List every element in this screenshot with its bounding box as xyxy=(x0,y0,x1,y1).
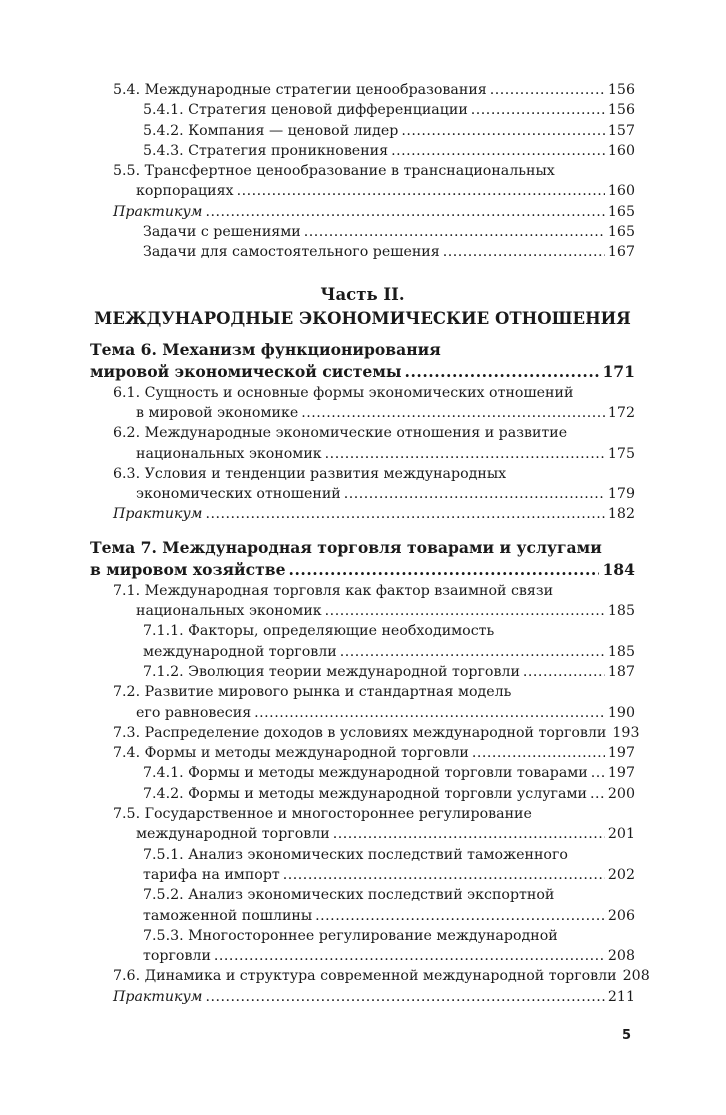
topic-title-first-line: Тема 7. Международная торговля товарами и услугами xyxy=(90,537,602,557)
toc-entry-7-5-3: 7.5.3. Многостороннее регулирование международной торговли ..... 208 xyxy=(90,926,635,967)
toc-entry-page: 156 xyxy=(607,102,635,119)
toc-entry-page: 165 xyxy=(607,224,635,241)
toc-entry-page: 167 xyxy=(607,244,635,261)
toc-entry-tasks-self xyxy=(90,242,635,262)
toc-entry-7-4: 7.4. Формы и методы международной торговли ..... 197 xyxy=(90,743,635,763)
part-heading xyxy=(90,283,635,331)
toc-entry-tasks-solved xyxy=(90,222,635,242)
toc-entry-label-first-line: 5.5. Трансфертное ценообразование в транснациональных xyxy=(113,163,555,180)
toc-entry-7-5-1: 7.5.1. Анализ экономических последствий таможенного тарифа на импорт ..... 202 xyxy=(90,845,635,886)
toc-entry-page: 165 xyxy=(607,203,635,220)
part-number: Часть II. xyxy=(320,284,405,304)
toc-entry-label: 5.4.1. Стратегия ценовой дифференциации xyxy=(143,102,468,119)
toc-entry-label: корпорациях xyxy=(136,183,234,200)
toc-entry-label: 5.4. Международные стратегии ценообразования xyxy=(113,82,487,98)
toc-entry-label: Задачи для самостоятельного решения xyxy=(143,244,440,261)
toc-entry-7-5: 7.5. Государственное и многостороннее регулирование международной торговли ..... 201 xyxy=(90,804,635,845)
toc-entry-7-1-1: 7.1.1. Факторы, определяющие необходимость международной торговли ..... 185 xyxy=(90,621,635,662)
topic-title-first-line: Тема 6. Механизм функционирования xyxy=(90,339,441,359)
toc-entry-5-4-1 xyxy=(90,100,635,120)
toc-entry-6-1: 6.1. Сущность и основные формы экономических отношений в мировой экономике ..... 172 xyxy=(90,383,635,424)
toc-entry-page: 156 xyxy=(607,82,635,98)
toc-entry-7-6: 7.6. Динамика и структура современной международной торговли 208 xyxy=(113,968,650,985)
toc-entry-practicum: Практикум ..... 211 xyxy=(90,987,635,1007)
part-title: МЕЖДУНАРОДНЫЕ ЭКОНОМИЧЕСКИЕ ОТНОШЕНИЯ xyxy=(94,308,631,328)
page-number: 5 xyxy=(622,1028,632,1043)
topic-title-second-line: в мировом хозяйстве xyxy=(90,559,286,579)
toc-entry-page: 157 xyxy=(607,122,635,139)
topic-page: 171 xyxy=(602,361,635,381)
toc-entry-page: 160 xyxy=(607,183,635,200)
toc-topic-6 xyxy=(90,339,635,383)
toc-entry-practicum: Практикум ..... 182 xyxy=(90,504,635,524)
table-of-contents xyxy=(90,80,650,1007)
toc-entry-page: 160 xyxy=(607,142,635,159)
toc-entry-7-5-2: 7.5.2. Анализ экономических последствий экспортной таможенной пошлины ..... 206 xyxy=(90,885,635,926)
topic-title-second-line: мировой экономической системы xyxy=(90,361,402,381)
toc-entry-5-4-3 xyxy=(90,141,635,161)
toc-entry-practicum xyxy=(90,202,635,222)
toc-entry-5-4 xyxy=(90,80,635,100)
toc-entry-5-4-2 xyxy=(90,121,635,141)
toc-entry-6-2: 6.2. Международные экономические отношения и развитие национальных экономик ..... 175 xyxy=(90,423,635,464)
toc-entry-label: 5.4.3. Стратегия проникновения xyxy=(143,142,389,159)
toc-entry-7-2: 7.2. Развитие мирового рынка и стандартная модель его равновесия ..... 190 xyxy=(90,682,635,723)
toc-entry-label: Практикум xyxy=(113,203,203,220)
toc-entry-7-4-1: 7.4.1. Формы и методы международной торговли товарами ..... 197 xyxy=(90,763,635,783)
toc-entry-7-4-2: 7.4.2. Формы и методы международной торговли услугами ..... 200 xyxy=(90,784,635,804)
toc-entry-label: 5.4.2. Компания — ценовой лидер xyxy=(143,122,399,139)
toc-entry-7-1: 7.1. Международная торговля как фактор взаимной связи национальных экономик ..... 185 xyxy=(90,581,635,622)
toc-entry-7-1-2: 7.1.2. Эволюция теории международной торговли ..... 187 xyxy=(90,662,635,682)
toc-entry-6-3: 6.3. Условия и тенденции развития международных экономических отношений ..... 179 xyxy=(90,464,635,505)
topic-page: 184 xyxy=(602,559,635,579)
toc-entry-5-5 xyxy=(90,161,635,202)
toc-topic-7 xyxy=(90,537,635,581)
toc-entry-label: Задачи с решениями xyxy=(143,224,301,241)
toc-entry-7-3: 7.3. Распределение доходов в условиях международной торговли 193 xyxy=(113,724,640,741)
